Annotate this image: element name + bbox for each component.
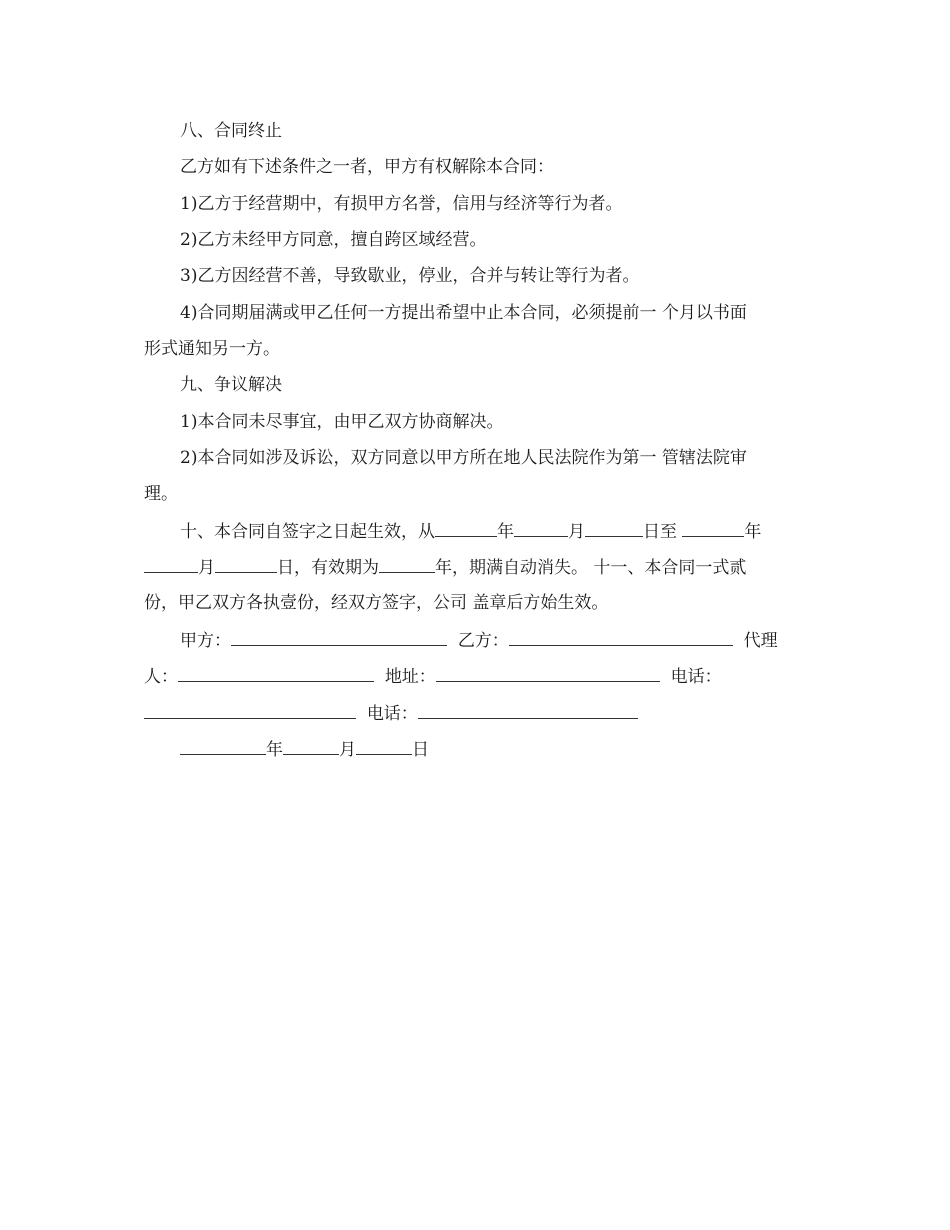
sign-month-label: 月 bbox=[339, 740, 356, 760]
section-title-dispute: 九、争议解决 bbox=[180, 375, 282, 395]
start-year-label: 年 bbox=[497, 522, 514, 542]
party-a-label: 甲方： bbox=[180, 631, 231, 651]
termination-item-4: 4)合同期届满或甲乙任何一方提出希望中止本合同，必须提前一 个月以书面 bbox=[180, 303, 747, 323]
party-b-label: 乙方： bbox=[457, 631, 509, 651]
termination-item-1: 1)乙方于经营期中，有损甲方名誉，信用与经济等行为者。 bbox=[180, 194, 623, 214]
dispute-item-2-cont: 理。 bbox=[144, 484, 178, 504]
sign-day-blank bbox=[356, 739, 412, 755]
phone-1-blank bbox=[144, 703, 356, 719]
signature-line-1 bbox=[180, 630, 778, 651]
sign-year-label: 年 bbox=[266, 740, 283, 760]
termination-item-3: 3)乙方因经营不善，导致歇业，停业，合并与转让等行为者。 bbox=[180, 266, 640, 286]
end-month-blank bbox=[144, 557, 198, 573]
end-month-label: 月 bbox=[198, 558, 215, 578]
clause-10-line-3: 份，甲乙双方各执壹份，经双方签字，公司 盖章后方始生效。 bbox=[144, 593, 609, 613]
sign-month-blank bbox=[283, 739, 339, 755]
address-blank bbox=[436, 666, 660, 682]
start-day-label: 日至 bbox=[643, 522, 677, 542]
address-label: 地址： bbox=[384, 667, 436, 687]
clause-10-text-start: 十、本合同自签字之日起生效，从 bbox=[180, 522, 435, 542]
signature-date-line bbox=[180, 739, 429, 760]
sign-day-label: 日 bbox=[412, 740, 429, 760]
agent-label-start: 代理 bbox=[743, 631, 778, 651]
validity-years-blank bbox=[379, 557, 435, 573]
agent-blank bbox=[178, 666, 374, 682]
phone-label-2: 电话： bbox=[366, 704, 418, 724]
end-year-label: 年 bbox=[744, 522, 762, 542]
validity-text: 日，有效期为 bbox=[277, 558, 379, 578]
agent-label-end: 人： bbox=[144, 667, 178, 687]
end-year-blank bbox=[682, 521, 744, 537]
termination-item-2: 2)乙方未经甲方同意，擅自跨区域经营。 bbox=[180, 230, 487, 250]
section-title-termination: 八、合同终止 bbox=[180, 121, 282, 141]
dispute-item-1: 1)本合同未尽事宜，由甲乙双方协商解决。 bbox=[180, 412, 504, 432]
start-month-blank bbox=[514, 521, 568, 537]
party-b-blank bbox=[509, 630, 733, 646]
party-a-blank bbox=[231, 630, 447, 646]
termination-item-4-cont: 形式通知另一方。 bbox=[144, 339, 280, 359]
phone-label-1: 电话： bbox=[670, 667, 722, 687]
clause-10-line-1 bbox=[180, 521, 761, 542]
sign-year-blank bbox=[180, 739, 266, 755]
signature-line-3 bbox=[144, 703, 638, 724]
start-day-blank bbox=[585, 521, 643, 537]
phone-2-blank bbox=[418, 703, 638, 719]
validity-end-text: 年，期满自动消失。 十一、本合同一式贰 bbox=[435, 558, 747, 578]
start-year-blank bbox=[435, 521, 497, 537]
termination-intro: 乙方如有下述条件之一者，甲方有权解除本合同： bbox=[180, 157, 554, 177]
clause-10-line-2 bbox=[144, 557, 746, 578]
start-month-label: 月 bbox=[568, 522, 585, 542]
signature-line-2 bbox=[144, 666, 722, 687]
end-day-blank bbox=[215, 557, 277, 573]
dispute-item-2: 2)本合同如涉及诉讼，双方同意以甲方所在地人民法院作为第一 管辖法院审 bbox=[180, 448, 747, 468]
